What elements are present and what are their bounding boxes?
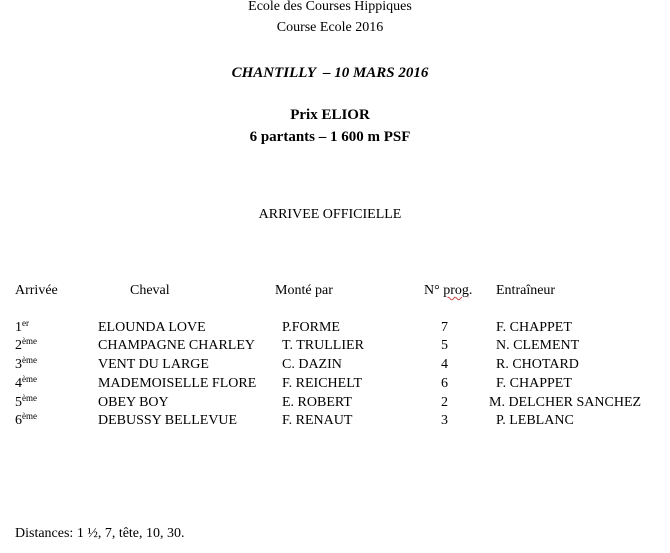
- column-header-entraineur: Entraîneur: [496, 283, 556, 298]
- horse-name: ELOUNDA LOVE: [98, 320, 206, 335]
- table-row: [0, 393, 670, 414]
- table-row: [0, 336, 670, 357]
- race-details: 6 partants – 1 600 m PSF: [249, 129, 411, 145]
- program-number: 4: [441, 357, 448, 372]
- rank: [15, 393, 37, 410]
- program-number: 2: [441, 395, 448, 410]
- horse-name: VENT DU LARGE: [98, 357, 209, 372]
- distances: Distances: 1 ½, 7, tête, 10, 30.: [15, 526, 185, 541]
- school-title: Ecole des Courses Hippiques: [248, 0, 412, 14]
- section-title: ARRIVEE OFFICIELLE: [258, 207, 402, 222]
- jockey-name: E. ROBERT: [282, 395, 352, 410]
- rank-suffix: er: [22, 318, 29, 328]
- trainer-name: M. DELCHER SANCHEZ: [489, 395, 642, 410]
- race-name: Prix ELIOR: [290, 107, 370, 123]
- rank-number: 5: [15, 395, 22, 410]
- table-row: [0, 318, 670, 339]
- rank-number: 1: [15, 320, 22, 335]
- rank: [15, 411, 37, 428]
- rank: [15, 355, 37, 372]
- jockey-name: F. REICHELT: [282, 376, 363, 391]
- rank-suffix: ème: [22, 336, 37, 346]
- rank-suffix: ème: [22, 355, 37, 365]
- trainer-name: P. LEBLANC: [496, 413, 574, 428]
- trainer-name: R. CHOTARD: [496, 357, 579, 372]
- rank-number: 6: [15, 413, 22, 428]
- horse-name: OBEY BOY: [98, 395, 169, 410]
- table-row: [0, 355, 670, 376]
- trainer-name: N. CLEMENT: [496, 338, 580, 353]
- column-header-arrivee: Arrivée: [15, 283, 58, 298]
- course-subtitle: Course Ecole 2016: [276, 20, 384, 35]
- venue-date: CHANTILLY – 10 MARS 2016: [231, 65, 429, 81]
- results-table-header: [0, 284, 670, 302]
- jockey-name: C. DAZIN: [282, 357, 342, 372]
- jockey-name: P.FORME: [282, 320, 340, 335]
- rank-suffix: ème: [22, 411, 37, 421]
- column-header-monte-par: Monté par: [275, 283, 333, 298]
- table-row: [0, 374, 670, 395]
- horse-name: DEBUSSY BELLEVUE: [98, 413, 238, 428]
- column-header-cheval: Cheval: [130, 283, 170, 298]
- jockey-name: F. RENAUT: [282, 413, 353, 428]
- program-number: 7: [441, 320, 448, 335]
- program-number: 3: [441, 413, 448, 428]
- rank: [15, 374, 37, 391]
- program-number: 5: [441, 338, 448, 353]
- rank-number: 3: [15, 357, 22, 372]
- rank-suffix: ème: [22, 374, 37, 384]
- rank: [15, 318, 29, 335]
- horse-name: MADEMOISELLE FLORE: [98, 376, 257, 391]
- program-number: 6: [441, 376, 448, 391]
- column-header-numero: N° prog.: [424, 283, 473, 298]
- trainer-name: F. CHAPPET: [496, 376, 572, 391]
- rank: [15, 336, 37, 353]
- rank-number: 4: [15, 376, 22, 391]
- table-row: [0, 411, 670, 432]
- trainer-name: F. CHAPPET: [496, 320, 572, 335]
- rank-number: 2: [15, 338, 22, 353]
- jockey-name: T. TRULLIER: [282, 338, 364, 353]
- rank-suffix: ème: [22, 393, 37, 403]
- horse-name: CHAMPAGNE CHARLEY: [98, 338, 256, 353]
